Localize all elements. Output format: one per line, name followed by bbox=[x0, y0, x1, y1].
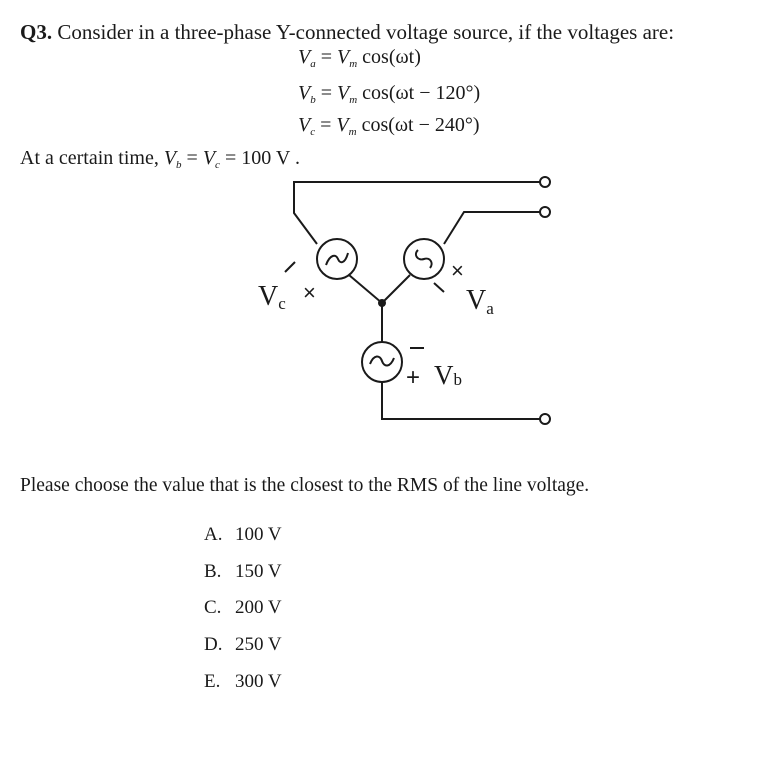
source-b-tilde-icon bbox=[370, 356, 394, 365]
wire-a-neutral bbox=[382, 275, 410, 303]
terminal-3 bbox=[540, 414, 550, 424]
source-b-plus-mark: + bbox=[406, 364, 421, 391]
equation-vb: $V_b = V_m$ cos(ωt − 120°) bbox=[298, 82, 481, 106]
option-c[interactable]: C. 200 V bbox=[204, 597, 282, 618]
question-text: Consider in a three-phase Y-connected voltage source, if the voltages are: bbox=[57, 20, 675, 44]
source-c-tilde-icon bbox=[326, 253, 348, 265]
source-a-minus-mark bbox=[434, 283, 444, 292]
source-c-minus-mark bbox=[285, 262, 295, 272]
condition-line: At a certain time, $V_b = V_c = 100$ V . bbox=[20, 147, 300, 171]
option-b[interactable]: B. 150 V bbox=[204, 561, 282, 582]
source-a-tilde-icon bbox=[416, 250, 432, 268]
option-e[interactable]: E. 300 V bbox=[204, 671, 282, 692]
question-prompt: Please choose the value that is the closest to the RMS of the line voltage. bbox=[20, 475, 590, 496]
option-a[interactable]: A. 100 V bbox=[204, 524, 282, 545]
label-vc: Vc bbox=[258, 281, 286, 313]
equation-vc: $V_c = V_m$ cos(ωt − 240°) bbox=[298, 114, 480, 138]
question-number: Q3. bbox=[20, 20, 53, 44]
terminal-1 bbox=[540, 177, 550, 187]
option-d[interactable]: D. 250 V bbox=[204, 634, 282, 655]
equation-va: $V_a = V_m$ cos(ωt) bbox=[298, 46, 421, 70]
source-a-plus-mark: × bbox=[451, 258, 464, 283]
terminal-2 bbox=[540, 207, 550, 217]
wire-c-neutral bbox=[349, 275, 382, 303]
wire-a-top bbox=[444, 212, 540, 244]
source-c-plus-mark: × bbox=[303, 280, 316, 305]
neutral-node bbox=[378, 299, 386, 307]
label-vb: Vb bbox=[434, 360, 462, 390]
label-va: Va bbox=[466, 285, 494, 318]
